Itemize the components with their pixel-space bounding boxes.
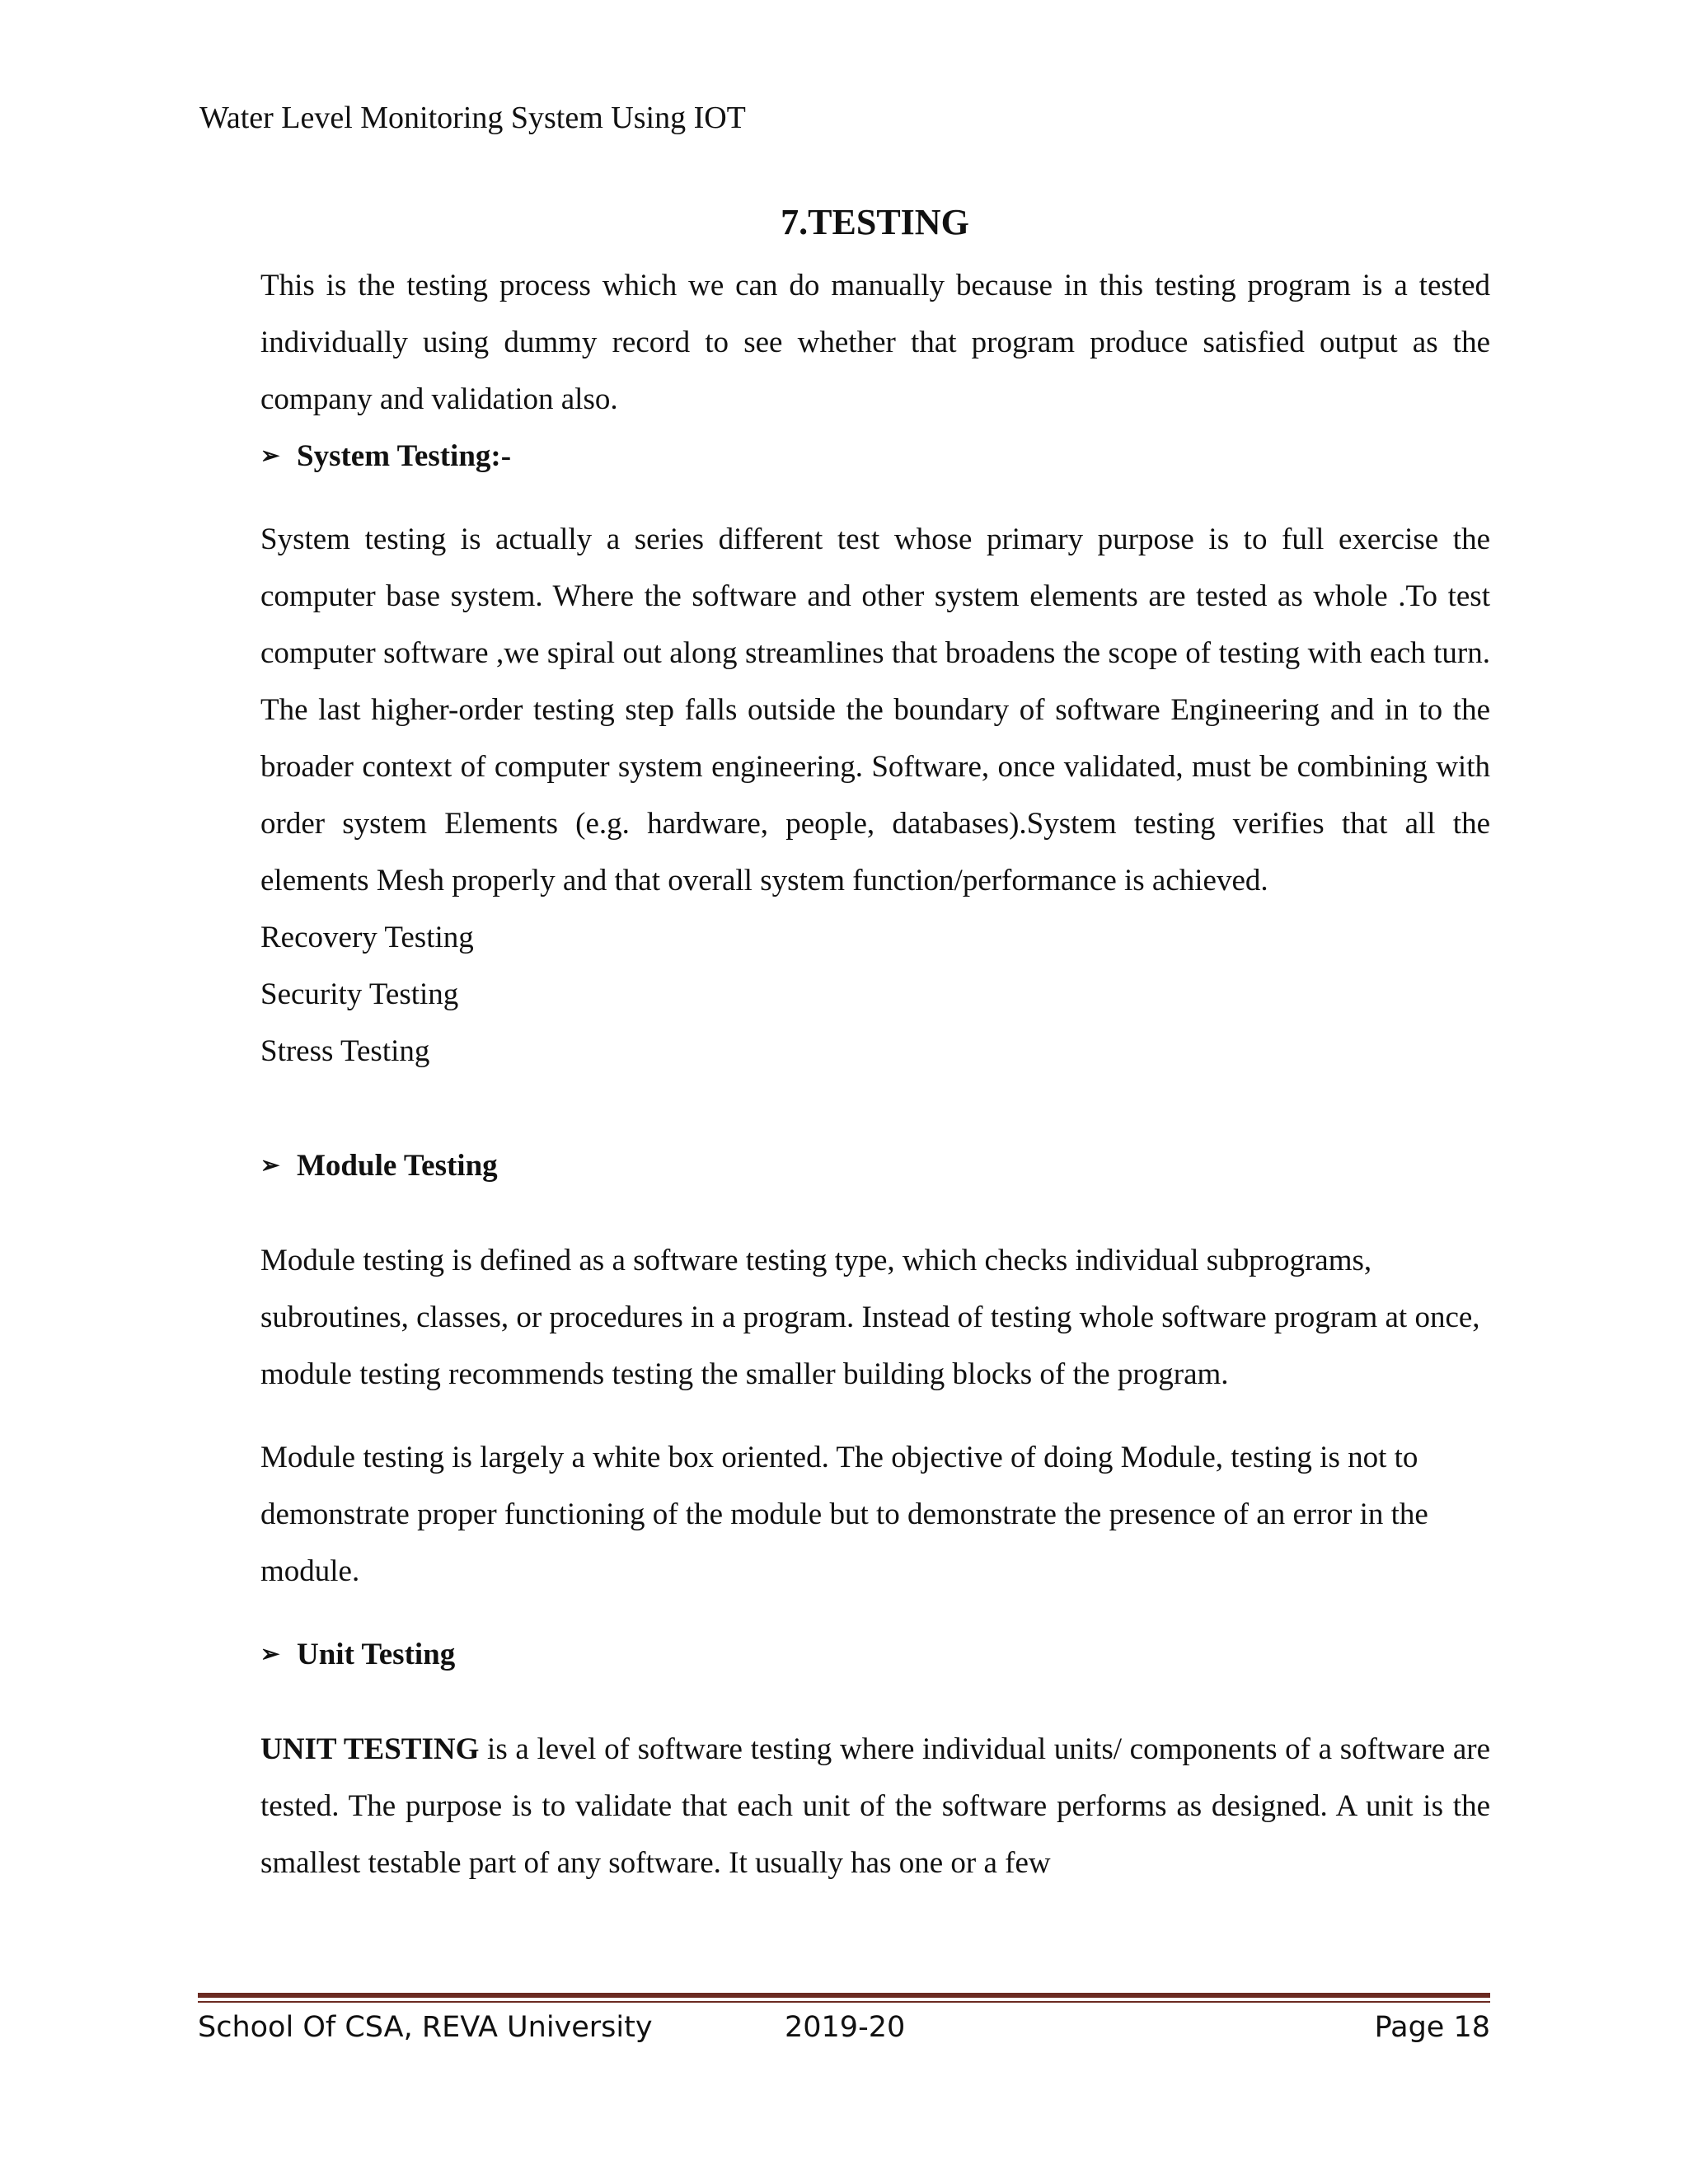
- system-testing-types: [260, 909, 1490, 1080]
- footer-institution: School Of CSA, REVA University: [198, 2011, 653, 2044]
- arrow-bullet-icon: ➢: [260, 443, 280, 469]
- system-testing-paragraph: System testing is actually a series different test whose primary purpose is to full exercise the computer base system. Where the software and other system elements are tested as whole .To test computer software ,we spiral out along streamlines that broadens the scope of testing with each turn. The last higher-order testing step falls outside the boundary of software Engineering and in to the broader context of computer system engineering. Software, once validated, must be combining with order system Elements (e.g. hardware, people, databases).System testing verifies that all the elements Mesh properly and that overall system function/performance is achieved.: [260, 523, 1490, 898]
- page-footer: [198, 2004, 1490, 2050]
- unit-testing-heading-text: Unit Testing: [297, 1638, 456, 1671]
- page-body: [260, 257, 1490, 1891]
- footer-year: 2019-20: [785, 2011, 906, 2044]
- system-testing-heading-text: System Testing:-: [297, 439, 512, 473]
- module-testing-heading: [260, 1137, 1490, 1194]
- footer-page-number: Page 18: [1374, 2011, 1490, 2044]
- recovery-testing-item: Recovery Testing: [260, 921, 474, 954]
- system-testing-heading: [260, 428, 1490, 485]
- unit-testing-paragraph: [260, 1721, 1490, 1891]
- unit-testing-text: is a level of software testing where individual units/ components of a software are tested. The purpose is to validate that each unit of the software performs as designed. A unit is the smallest testable part of any software. It usually has one or a few: [260, 1732, 1490, 1880]
- arrow-bullet-icon: ➢: [260, 1642, 280, 1667]
- arrow-bullet-icon: ➢: [260, 1153, 280, 1179]
- running-header: Water Level Monitoring System Using IOT: [199, 101, 746, 135]
- security-testing-item: Security Testing: [260, 977, 459, 1011]
- footer-rule-thin: [198, 2001, 1490, 2003]
- stress-testing-item: Stress Testing: [260, 1034, 430, 1068]
- module-testing-paragraph-2: Module testing is largely a white box oriented. The objective of doing Module, testing is not to demonstrate proper functioning of the module but to demonstrate the presence of an error in the module.: [260, 1441, 1428, 1588]
- chapter-title: 7.TESTING: [781, 202, 969, 242]
- module-testing-heading-text: Module Testing: [297, 1149, 498, 1183]
- unit-testing-lead: UNIT TESTING: [260, 1732, 480, 1766]
- footer-rule-thick: [198, 1993, 1490, 1998]
- module-testing-paragraph-1: Module testing is defined as a software testing type, which checks individual subprograms, subroutines, classes, or procedures in a program. Instead of testing whole software program at once, module testing recommends testing the smaller building blocks of the program.: [260, 1244, 1480, 1391]
- intro-paragraph: This is the testing process which we can do manually because in this testing program is a tested individually using dummy record to see whether that program produce satisfied output as the company and validation also.: [260, 269, 1490, 416]
- unit-testing-heading: [260, 1626, 1490, 1683]
